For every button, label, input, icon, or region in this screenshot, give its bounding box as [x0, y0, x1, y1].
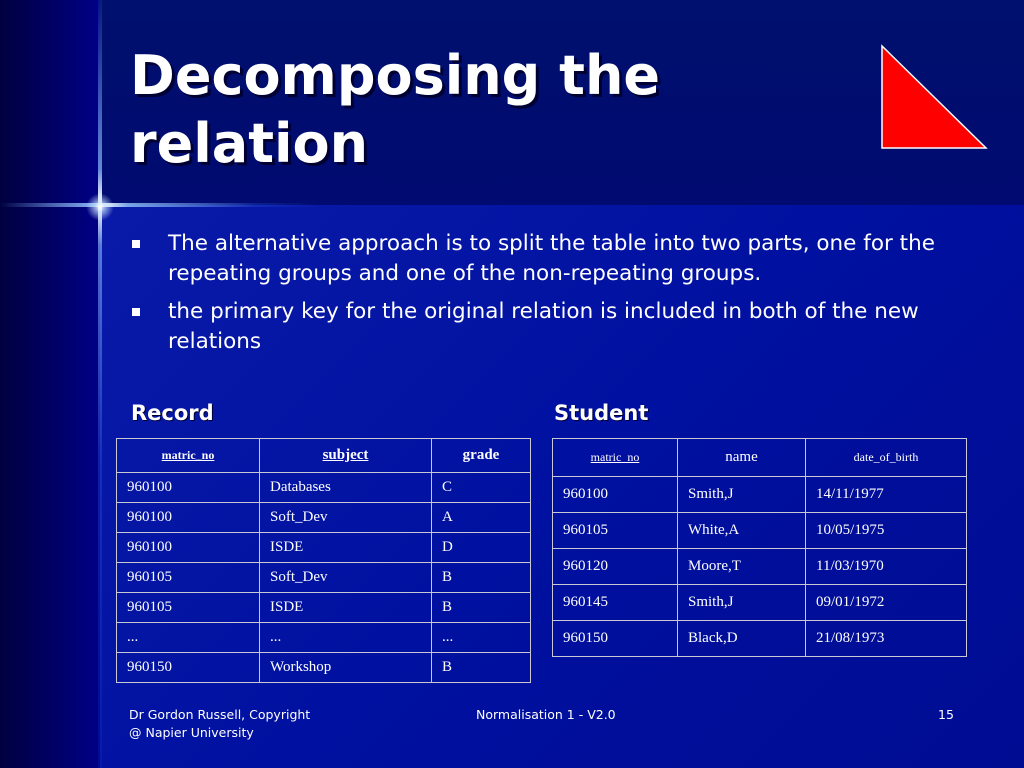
cell-matric-no: 960100 [117, 503, 260, 533]
table-row [117, 473, 531, 503]
slide-title-line2: relation [130, 112, 369, 175]
cell-grade: B [432, 653, 531, 683]
cell-subject: ISDE [260, 533, 432, 563]
cell-matric-no: 960145 [553, 585, 678, 621]
cell-matric-no: 960100 [553, 477, 678, 513]
cell-grade: B [432, 563, 531, 593]
column-header-grade: grade [432, 439, 531, 473]
bullet-text: the primary key for the original relation is included in both of the new relations [168, 299, 919, 354]
footer-center-text: Normalisation 1 - V2.0 [476, 707, 616, 722]
bullet-square-icon [132, 240, 140, 248]
cell-matric-no: 960105 [553, 513, 678, 549]
table-header-row [553, 439, 967, 477]
cell-matric-no: 960120 [553, 549, 678, 585]
cell-matric-no: 960150 [117, 653, 260, 683]
cell-grade: C [432, 473, 531, 503]
cell-date-of-birth: 11/03/1970 [806, 549, 967, 585]
cell-grade: A [432, 503, 531, 533]
cell-grade: B [432, 593, 531, 623]
table-row [117, 563, 531, 593]
table-row [117, 623, 531, 653]
bullet-item [130, 229, 980, 289]
cell-matric-no: 960100 [117, 473, 260, 503]
bullet-item [130, 297, 980, 357]
record-table-label: Record [131, 401, 214, 425]
table-row [553, 621, 967, 657]
table-row [117, 533, 531, 563]
footer-author-line1: Dr Gordon Russell, Copyright [129, 707, 311, 722]
cell-name: Moore,T [678, 549, 806, 585]
bullet-text: The alternative approach is to split the table into two parts, one for the repeating groups and one of the non-repeating groups. [168, 231, 935, 286]
bullet-square-icon [132, 308, 140, 316]
cell-matric-no: 960105 [117, 563, 260, 593]
table-row [553, 549, 967, 585]
cell-date-of-birth: 21/08/1973 [806, 621, 967, 657]
bullet-list [130, 229, 980, 365]
cell-subject: ISDE [260, 593, 432, 623]
table-row [117, 653, 531, 683]
slide-title [130, 42, 810, 178]
cell-grade: D [432, 533, 531, 563]
cell-matric-no: 960105 [117, 593, 260, 623]
cell-matric-no: ... [117, 623, 260, 653]
cell-date-of-birth: 14/11/1977 [806, 477, 967, 513]
table-row [117, 593, 531, 623]
cell-name: Smith,J [678, 477, 806, 513]
column-header-date-of-birth: date_of_birth [806, 439, 967, 477]
decorative-vertical-line [98, 0, 102, 768]
cell-name: Smith,J [678, 585, 806, 621]
table-row [553, 477, 967, 513]
cell-matric-no: 960150 [553, 621, 678, 657]
slide-title-line1: Decomposing the [130, 44, 661, 107]
cell-name: Black,D [678, 621, 806, 657]
cell-grade: ... [432, 623, 531, 653]
footer-author [129, 706, 310, 742]
cell-date-of-birth: 10/05/1975 [806, 513, 967, 549]
column-header-matric-no: matric_no [117, 439, 260, 473]
cell-subject: Databases [260, 473, 432, 503]
red-triangle-icon [880, 44, 990, 152]
decorative-horizontal-line [0, 203, 320, 207]
background-left-band [0, 0, 100, 768]
table-row [117, 503, 531, 533]
cell-date-of-birth: 09/01/1972 [806, 585, 967, 621]
student-table [552, 438, 967, 657]
table-row [553, 513, 967, 549]
footer-page-number: 15 [938, 707, 954, 722]
column-header-name: name [678, 439, 806, 477]
cell-matric-no: 960100 [117, 533, 260, 563]
column-header-subject: subject [260, 439, 432, 473]
decorative-light-flare [86, 193, 114, 221]
cell-subject: Soft_Dev [260, 503, 432, 533]
student-table-label: Student [554, 401, 649, 425]
record-table [116, 438, 531, 683]
cell-subject: Workshop [260, 653, 432, 683]
column-header-matric-no: matric_no [553, 439, 678, 477]
cell-name: White,A [678, 513, 806, 549]
table-row [553, 585, 967, 621]
footer-author-line2: @ Napier University [129, 725, 254, 740]
cell-subject: Soft_Dev [260, 563, 432, 593]
table-header-row [117, 439, 531, 473]
cell-subject: ... [260, 623, 432, 653]
